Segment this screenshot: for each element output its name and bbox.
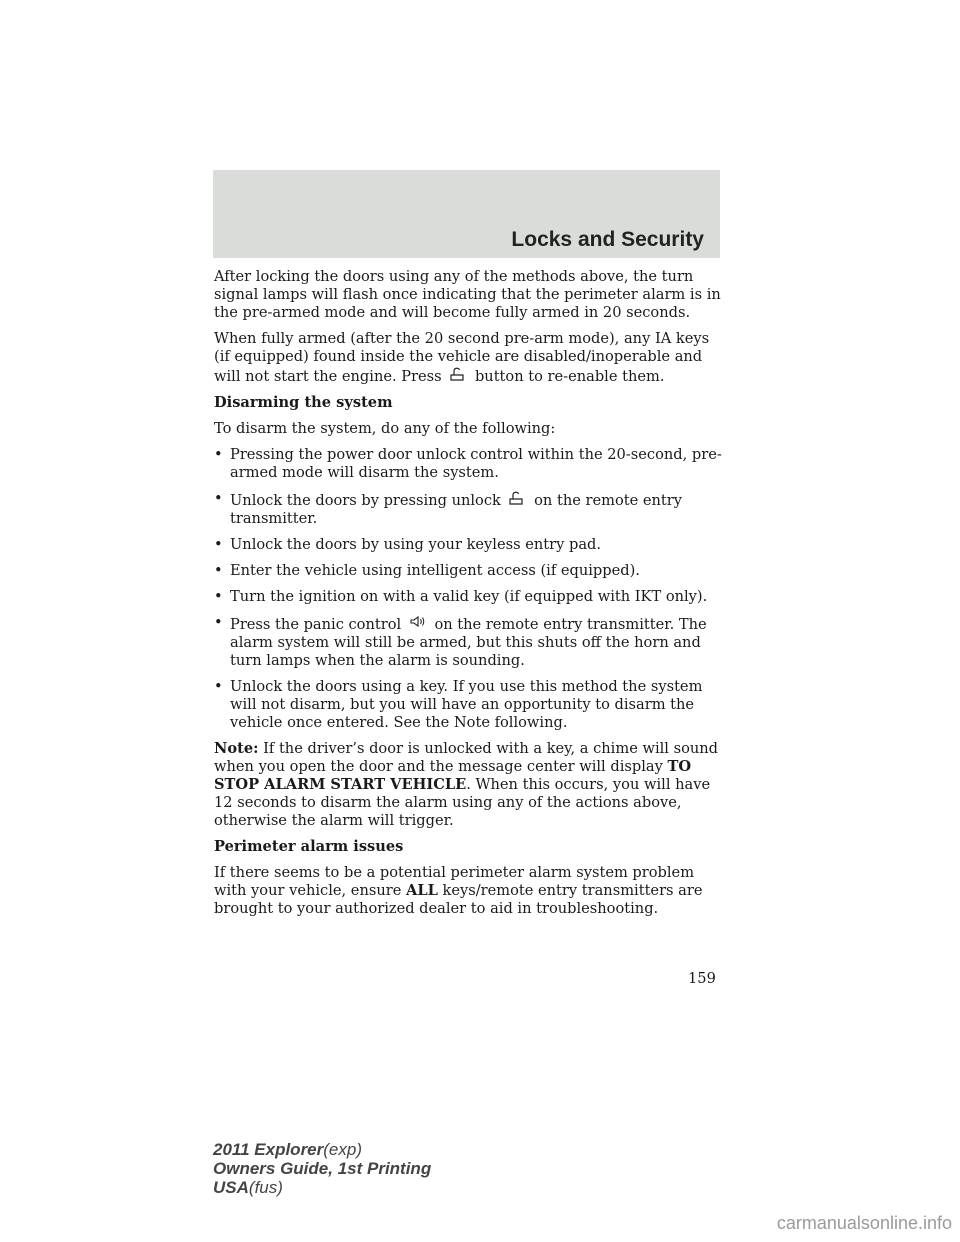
unlock-icon bbox=[507, 490, 527, 506]
list-item: • Enter the vehicle using intelligent access (if equipped). bbox=[214, 562, 724, 580]
issues-text: If there seems to be a potential perimeter alarm system problem with your vehicle, ensure bbox=[214, 864, 695, 899]
issues-heading: Perimeter alarm issues bbox=[214, 838, 404, 855]
footer-market-code: (fus) bbox=[248, 1178, 283, 1197]
list-item-text: Press the panic control bbox=[230, 616, 402, 633]
note-text: . When this occurs, you will have 12 seconds to disarm the alarm using any of the actions above, otherwise the alarm will trigger. bbox=[214, 776, 711, 829]
list-item bbox=[214, 614, 724, 670]
section-header bbox=[213, 170, 720, 258]
intro-paragraph-1: After locking the doors using any of the methods above, the turn signal lamps will flash once indicating that the perimeter alarm is in the pre-armed mode and will become fully armed in 20 seconds. bbox=[214, 268, 721, 321]
issues-text: keys/remote entry transmitters are brought to your authorized dealer to aid in troubleshooting. bbox=[214, 882, 703, 917]
note-text: If the driver’s door is unlocked with a key, a chime will sound when you open the door and the message center will display bbox=[214, 740, 719, 775]
section-title: Locks and Security bbox=[511, 228, 704, 251]
intro-text-before: When fully armed (after the 20 second pre-arm mode), any IA keys (if equipped) found inside the vehicle are disabled/inoperable and will not start the engine. Press bbox=[214, 330, 710, 385]
list-item: • Unlock the doors by using your keyless entry pad. bbox=[214, 536, 724, 554]
unlock-icon bbox=[448, 366, 468, 382]
list-item: • Unlock the doors using a key. If you use this method the system will not disarm, but you will have an opportunity to disarm the vehicle once entered. See the Note following. bbox=[214, 678, 724, 732]
list-item-text: Unlock the doors by pressing unlock bbox=[230, 492, 501, 509]
issues-emphasis: ALL bbox=[406, 882, 438, 899]
page-number: 159 bbox=[688, 970, 716, 987]
panic-horn-icon bbox=[408, 614, 428, 630]
note-label: Note: bbox=[214, 740, 259, 757]
footer-model-code: (exp) bbox=[323, 1140, 362, 1159]
page-body bbox=[214, 268, 724, 926]
list-item: • Pressing the power door unlock control within the 20-second, pre-armed mode will disarm the system. bbox=[214, 446, 724, 482]
disarming-heading: Disarming the system bbox=[214, 394, 393, 411]
note-paragraph bbox=[214, 740, 724, 830]
list-item bbox=[214, 490, 724, 528]
note-emphasis: TO STOP ALARM START VEHICLE bbox=[214, 758, 692, 793]
list-item: • Turn the ignition on with a valid key (if equipped with IKT only). bbox=[214, 588, 724, 606]
list-item-text: on the remote entry transmitter. bbox=[230, 492, 682, 527]
footer-model: 2011 Explorer bbox=[213, 1140, 324, 1159]
footer-imprint bbox=[213, 1140, 431, 1197]
intro-paragraph-2 bbox=[214, 330, 724, 386]
disarming-lead: To disarm the system, do any of the following: bbox=[214, 420, 556, 437]
footer-market: USA bbox=[213, 1178, 249, 1197]
intro-text-after: button to re-enable them. bbox=[474, 368, 665, 385]
watermark-link[interactable]: carmanualsonline.info bbox=[776, 1213, 952, 1233]
disarm-options-list bbox=[214, 446, 724, 732]
list-item-text: on the remote entry transmitter. The alarm system will still be armed, but this shuts off the horn and turn lamps when the alarm is sounding. bbox=[230, 616, 707, 669]
issues-paragraph bbox=[214, 864, 724, 918]
footer-guide: Owners Guide, 1st Printing bbox=[213, 1159, 432, 1178]
